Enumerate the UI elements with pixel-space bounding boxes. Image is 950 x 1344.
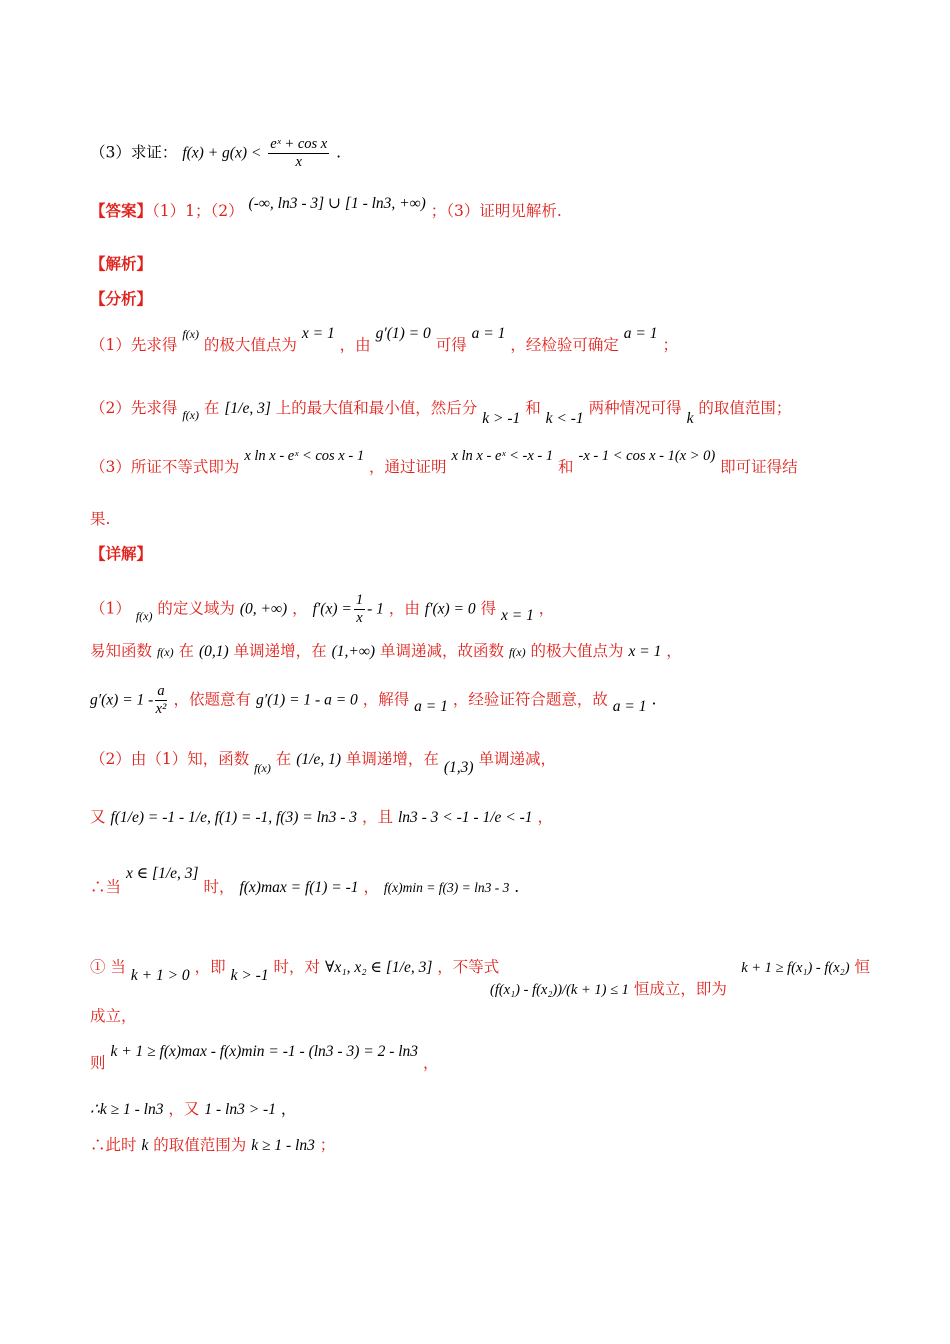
a1-text-3: ，由: [339, 336, 371, 354]
d3-frac-num: a: [157, 683, 165, 699]
a2-text-4: 和: [525, 399, 541, 417]
answer-tag: 【答案】: [90, 201, 153, 220]
d2-text-2: 在: [178, 642, 195, 660]
d4-text-2: 在: [275, 750, 292, 768]
q3-numerator: eˣ + cos x: [270, 136, 328, 152]
analysis-2: [90, 397, 870, 427]
d1-frac-num: 1: [355, 592, 364, 608]
d3-text-1: ，依题意有: [173, 690, 252, 709]
a3-text-3: 和: [558, 458, 574, 476]
d5-math-1: f(1/e) = -1 - 1/e, f(1) = -1, f(3) = ln3 - 3: [110, 809, 358, 826]
d6-text-3: ，: [363, 878, 379, 896]
question-3: [90, 136, 870, 171]
d7-math-2: k > -1: [230, 967, 269, 984]
a2-text-6: 的取值范围；: [698, 399, 792, 417]
d6-math-3: f(x)min = f(3) = ln3 - 3: [383, 880, 510, 895]
d2-text-6: ，: [666, 642, 682, 660]
d3-math-1a: g′(x) = 1 -: [90, 691, 154, 709]
d2-math-3: (1,+∞): [331, 643, 376, 660]
d2-math-1: f(x): [156, 645, 174, 659]
d10-math-1: k: [141, 1137, 149, 1154]
d2-math-2: (0,1): [199, 643, 229, 660]
detail-7-c: [700, 956, 870, 979]
d1-fraction: [354, 592, 365, 627]
d1-math-5: x = 1: [501, 606, 534, 624]
detail-3: [90, 683, 870, 718]
a3-math-1: x ln x - eˣ < cos x - 1: [244, 448, 365, 464]
d6-text-2: 时，: [203, 878, 235, 896]
d2-math-4: f(x): [508, 645, 526, 659]
a2-text-2: 在: [203, 399, 220, 417]
jiexi-heading: 【解析】: [90, 254, 153, 273]
d6-math-2: f(x)max = f(1) = -1: [239, 879, 359, 896]
d3-frac-den: x²: [155, 701, 167, 717]
a2-math-3: k > -1: [482, 410, 521, 427]
detail-2: [90, 640, 870, 663]
d1-math-3d: - 1: [367, 600, 384, 618]
d10-math-2: k ≥ 1 - ln3: [251, 1137, 315, 1154]
a2-math-4: k < -1: [545, 410, 584, 427]
d6-text-4: .: [514, 878, 520, 896]
d7-text-3: 时，对: [273, 958, 321, 976]
a1-text-2: 的极大值点为: [203, 336, 297, 354]
a1-math-2: x = 1: [301, 325, 335, 342]
d7-text-2: ，即: [194, 958, 226, 976]
d9-text-1: ，又: [168, 1100, 200, 1118]
a2-text-5: 两种情况可得: [588, 399, 682, 417]
a2-math-1: f(x): [182, 408, 199, 422]
a3-math-2: x ln x - eˣ < -x - 1: [451, 448, 554, 464]
d7-math-5: k + 1 ≥ f(x₁) - f(x₂): [741, 960, 850, 976]
d3-math-3: a = 1: [414, 697, 448, 715]
d8-text-2: ，: [423, 1054, 439, 1072]
a3-text-4: 即可证得结: [720, 458, 798, 476]
answer-part3: ；（3）证明见解析.: [430, 202, 562, 220]
answer-line: [90, 195, 870, 223]
d9-text-2: ，: [280, 1100, 297, 1118]
d1-text-3: ，: [292, 599, 308, 618]
d2-math-5: x = 1: [628, 643, 662, 660]
analysis-3-cont: 果.: [90, 510, 111, 528]
d10-text-2: 的取值范围为: [153, 1136, 247, 1154]
d1-math-3a: f′(x) =: [312, 600, 352, 618]
d9-math-1: ∴k ≥ 1 - ln3: [90, 1101, 164, 1118]
a1-math-3: g′(1) = 0: [375, 325, 431, 342]
analysis-3: [90, 448, 870, 479]
d9-math-2: 1 - ln3 > -1: [204, 1101, 276, 1118]
d3-text-4: .: [651, 690, 657, 709]
answer-interval: (-∞, ln3 - 3] ∪ [1 - ln3, +∞): [248, 195, 426, 212]
d2-text-3: 单调递增，在: [233, 642, 327, 660]
d7-math-4: (f(x₁) - f(x₂))/(k + 1) ≤ 1: [490, 982, 629, 998]
a2-text-1: （2）先求得: [90, 399, 178, 417]
d4-text-4: 单调递减，: [478, 750, 557, 768]
d4-text-3: 单调递增，在: [345, 750, 439, 768]
a3-text-1: （3）所证不等式即为: [90, 458, 240, 476]
fenxi-heading: 【分析】: [90, 289, 153, 308]
d5-text-1: 又: [90, 808, 106, 826]
d3-fraction: [155, 683, 166, 718]
detail-7-cont: 成立，: [90, 1007, 137, 1025]
d8-math-1: k + 1 ≥ f(x)max - f(x)min = -1 - (ln3 - 3) = 2 - ln3: [110, 1043, 419, 1060]
q3-denominator: x: [295, 154, 302, 170]
d1-text-5: 得: [480, 599, 497, 618]
d7-math-3: ∀x₁, x₂ ∈ [1/e, 3]: [324, 959, 433, 976]
d6-math-1: x ∈ [1/e, 3]: [125, 865, 199, 882]
a1-text-4: 可得: [435, 336, 467, 354]
a1-math-1: f(x): [182, 327, 199, 341]
a2-math-2: [1/e, 3]: [224, 400, 271, 417]
d2-text-5: 的极大值点为: [530, 642, 624, 660]
d3-text-3: ，经验证符合题意，故: [452, 690, 608, 709]
a2-text-3: 上的最大值和最小值，然后分: [275, 399, 478, 417]
analysis-1: [90, 325, 870, 357]
detail-9: [90, 1098, 870, 1121]
d7-text-1: ① 当: [90, 958, 126, 976]
a2-math-5: k: [686, 410, 694, 427]
q3-end: .: [336, 143, 342, 162]
d4-math-3: (1,3): [443, 759, 474, 776]
a1-text-1: （1）先求得: [90, 336, 178, 354]
detail-4: [90, 748, 870, 776]
a1-text-6: ；: [662, 336, 678, 354]
d1-text-6: ，: [538, 599, 555, 618]
d5-text-2: ，且: [361, 808, 393, 826]
a1-text-5: ，经检验可确定: [510, 336, 619, 354]
d4-math-1: f(x): [254, 761, 271, 775]
answer-part1: （1）1；（2）: [152, 202, 244, 220]
q3-label: （3）求证：: [90, 143, 178, 162]
d7-text-6: 恒: [854, 958, 870, 976]
d8-text-1: 则: [90, 1054, 106, 1072]
xiangjie-heading: 【详解】: [90, 544, 153, 563]
d1-text-2: 的定义域为: [157, 599, 235, 618]
detail-10: [90, 1134, 870, 1157]
d3-math-4: a = 1: [612, 697, 647, 715]
d2-text-1: 易知函数: [90, 642, 153, 660]
detail-1: [90, 592, 870, 627]
d1-text-1: （1）: [90, 599, 131, 618]
d4-math-2: (1/e, 1): [296, 751, 341, 768]
d10-text-1: ∴此时: [90, 1136, 137, 1154]
a1-math-5: a = 1: [623, 325, 658, 342]
d6-text-1: ∴当: [90, 878, 122, 896]
d1-frac-den: x: [356, 610, 363, 626]
d7-math-1: k + 1 > 0: [130, 967, 190, 984]
a3-math-3: -x - 1 < cos x - 1(x > 0): [578, 448, 716, 464]
detail-7-b: [490, 978, 870, 1001]
d1-text-4: ，由: [388, 599, 420, 618]
detail-5: [90, 806, 870, 829]
d5-text-3: ，: [537, 808, 553, 826]
d7-text-5: 恒成立，即为: [633, 980, 727, 998]
d2-text-4: 单调递减，故函数: [380, 642, 505, 660]
q3-fraction: [268, 136, 329, 171]
d1-math-2: (0, +∞): [239, 600, 288, 618]
d10-text-3: ；: [319, 1136, 336, 1154]
q3-lhs: f(x) + g(x) <: [182, 144, 262, 162]
a1-math-4: a = 1: [471, 325, 506, 342]
d4-text-1: （2）由（1）知，函数: [90, 750, 250, 768]
d3-math-2: g′(1) = 1 - a = 0: [255, 691, 358, 709]
d1-math-4: f′(x) = 0: [424, 600, 476, 618]
d3-text-2: ，解得: [362, 690, 410, 709]
a3-text-2: ，通过证明: [369, 458, 447, 476]
detail-6: [90, 865, 870, 899]
d7-text-4: ，不等式: [437, 958, 500, 976]
detail-8: [90, 1040, 870, 1072]
d1-math-1: f(x): [135, 608, 153, 623]
d5-math-2: ln3 - 3 < -1 - 1/e < -1: [397, 809, 533, 826]
